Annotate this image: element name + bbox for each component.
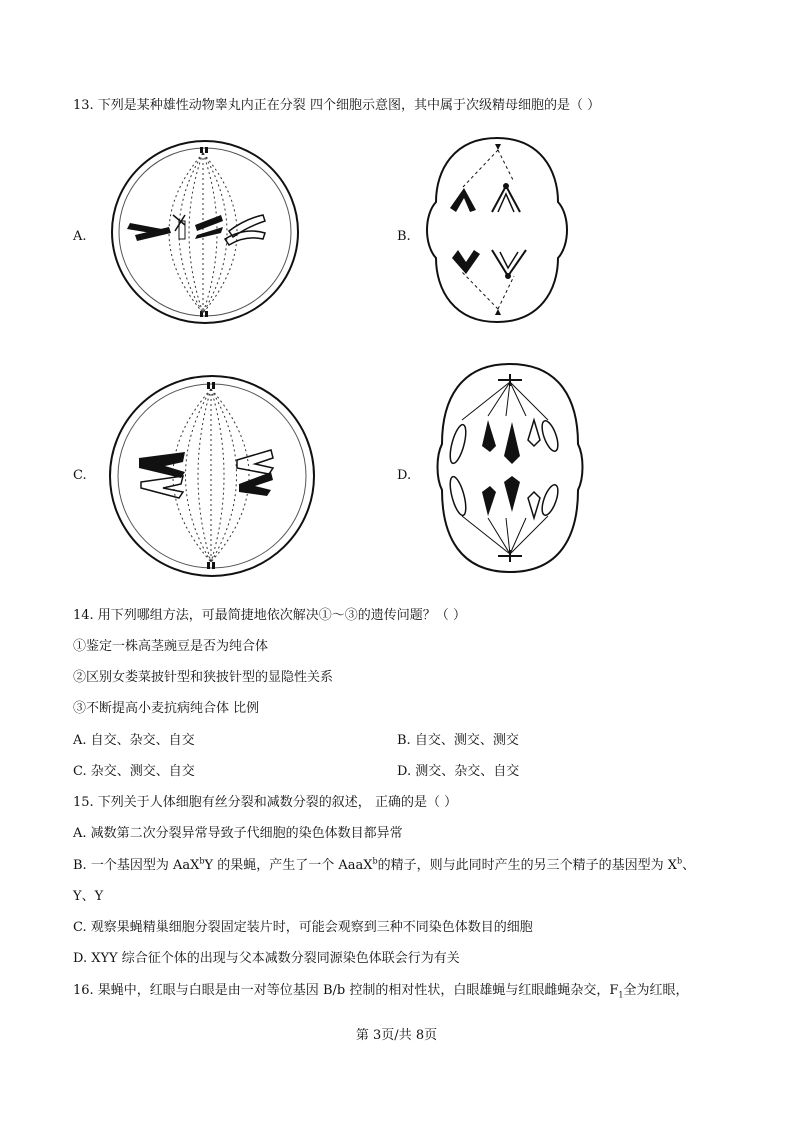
q13-stem: 13. 下列是某种雄性动物睾丸内正在分裂 四个细胞示意图，其中属于次级精母细胞的是（ ） [73,98,601,113]
q16-stem-part1: 16. 果蝇中，红眼与白眼是由一对等位基因 B/b 控制的相对性状，白眼雄蝇与红眼雌蝇杂交，F [73,983,619,998]
cell-diagram-b [420,130,575,330]
q15-option-b [73,857,695,875]
q14-stem: 14. 用下列哪组方法，可最简捷地依次解决①～③的遗传问题？（ ） [73,608,466,623]
q15-option-b-sup2: b [372,856,378,866]
q13-option-b-label: B. [397,229,411,244]
q15-option-b-part4: 、 [682,858,696,873]
q15-option-b-part2: Y 的果蝇，产生了一个 AaaX [204,858,373,873]
q15-option-a: A. 减数第二次分裂异常导致子代细胞的染色体数目都异常 [73,826,403,841]
q14-item-2: ②区别女娄菜披针型和狭披针型的显隐性关系 [73,670,334,685]
q13-option-a-label: A. [73,229,87,244]
q15-stem: 15. 下列关于人体细胞有丝分裂和减数分裂的叙述， 正确的是（ ） [73,795,458,810]
q15-option-b-continued: Y、Y [73,889,104,904]
q16-stem-sub: 1 [618,990,624,1000]
q13-option-d-label: D. [397,468,412,483]
q14-option-b: B. 自交、测交、测交 [397,733,519,748]
q14-option-a: A. 自交、杂交、自交 [73,733,195,748]
q16-stem [73,982,688,1000]
q15-option-c: C. 观察果蝇精巢细胞分裂固定装片时，可能会观察到三种不同染色体数目的细胞 [73,920,533,935]
q14-option-d: D. 测交、杂交、自交 [397,764,520,779]
cell-diagram-a [105,135,305,330]
q13-option-c-label: C. [73,468,87,483]
q15-option-b-part1: B. 一个基因型为 AaX [73,858,200,873]
q16-stem-part2: 全为红眼， [623,983,689,998]
q14-option-c: C. 杂交、测交、自交 [73,764,195,779]
page-footer: 第 3页/共 8页 [355,1028,438,1043]
q15-option-b-sup1: b [199,856,205,866]
cell-diagram-c [105,372,320,582]
q15-option-b-sup3: b [677,856,683,866]
q14-item-1: ①鉴定一株高茎豌豆是否为纯合体 [73,639,269,654]
q15-option-d: D. XYY 综合征个体的出现与父本减数分裂同源染色体联会行为有关 [73,951,460,966]
q15-option-b-part3: 的精子，则与此同时产生的另三个精子的基因型为 X [377,858,677,873]
q14-item-3: ③不断提高小麦抗病纯合体 比例 [73,701,260,716]
cell-diagram-d [430,360,590,575]
